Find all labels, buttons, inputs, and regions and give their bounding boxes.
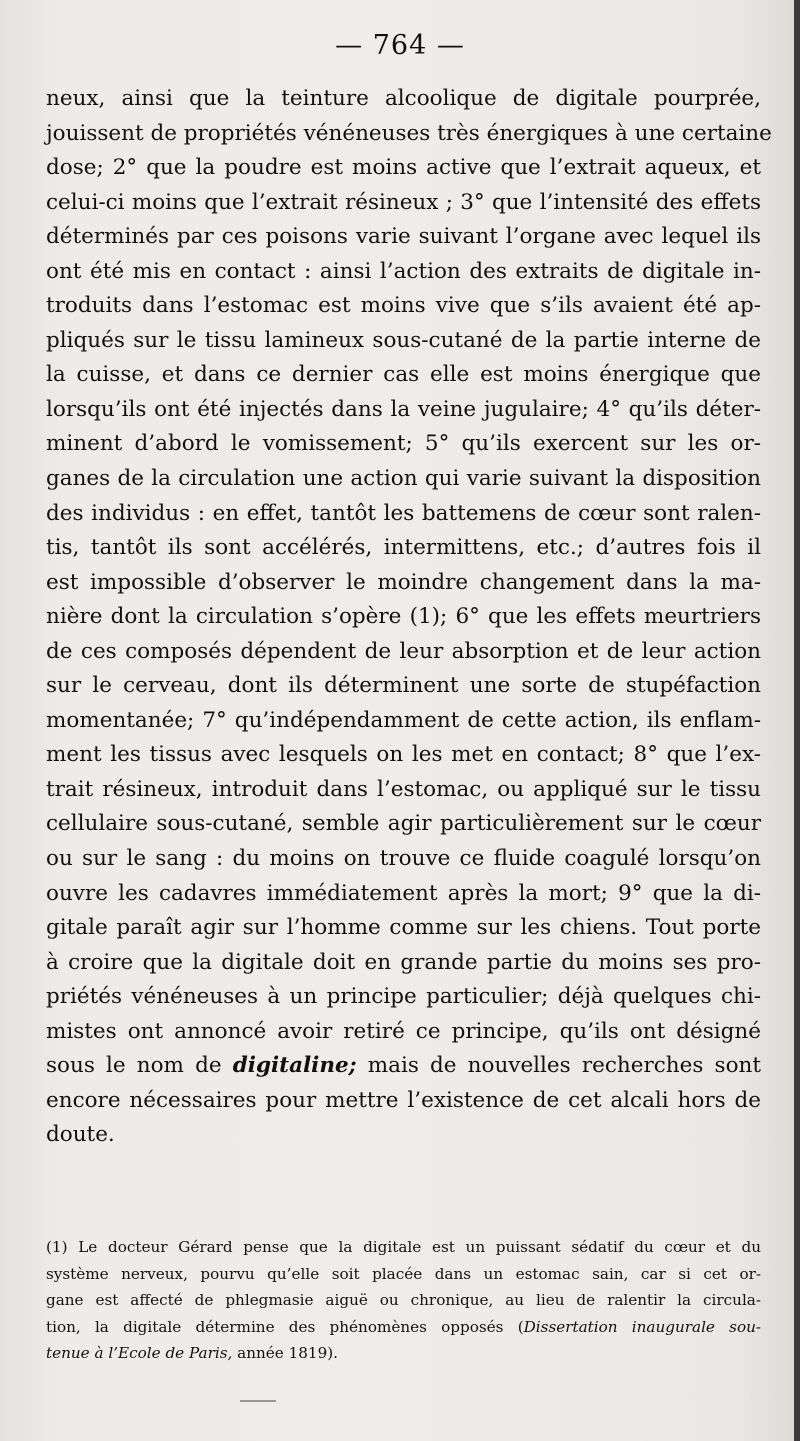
body-line: troduits dans l’estomac est moins vive que s’ils avaient été ap-	[46, 293, 761, 319]
body-line: la cuisse, et dans ce dernier cas elle est moins énergique que	[46, 362, 761, 388]
body-line: jouissent de propriétés vénéneuses très énergiques à une certaine	[46, 120, 772, 146]
italic-term: digitaline;	[232, 1053, 357, 1079]
body-line-text: mais de nouvelles recherches sont	[356, 1053, 761, 1079]
body-line: mistes ont annoncé avoir retiré ce principe, qu’ils ont désigné	[46, 1018, 761, 1044]
body-line-text: sous le nom de	[46, 1053, 233, 1079]
printer-mark	[240, 1400, 276, 1402]
body-line: doute.	[46, 1122, 115, 1148]
italic-citation: tenue à l’Ecole de Paris,	[46, 1344, 233, 1362]
italic-citation: Dissertation inaugurale sou-	[523, 1317, 761, 1336]
body-line: neux, ainsi que la teinture alcoolique de digitale pourprée,	[46, 86, 761, 111]
footnote-line: système nerveux, pourvu qu’elle soit placée dans un estomac sain, car si cet or-	[46, 1264, 761, 1283]
footnote-line-text: année 1819).	[232, 1344, 338, 1362]
body-line: gitale paraît agir sur l’homme comme sur les chiens. Tout porte	[46, 915, 761, 941]
footnote-line: gane est affecté de phlegmasie aiguë ou chronique, au lieu de ralentir la circula-	[46, 1291, 761, 1309]
body-line: ganes de la circulation une action qui varie suivant la disposition	[46, 466, 761, 492]
page-edge-shadow	[794, 0, 800, 1441]
body-line: des individus : en effet, tantôt les battemens de cœur sont ralen-	[46, 500, 761, 526]
footnote-line-text: tion, la digitale détermine des phénomènes opposés (	[46, 1317, 524, 1336]
body-line: lorsqu’ils ont été injectés dans la veine jugulaire; 4° qu’ils déter-	[46, 396, 761, 422]
body-line: cellulaire sous-cutané, semble agir particulièrement sur le cœur	[46, 811, 761, 837]
body-line: ou sur le sang : du moins on trouve ce fluide coagulé lorsqu’on	[46, 846, 761, 872]
body-line: trait résineux, introduit dans l’estomac, ou appliqué sur le tissu	[46, 776, 761, 802]
body-line: est impossible d’observer le moindre changement dans la ma-	[46, 569, 761, 595]
body-line: de ces composés dépendent de leur absorption et de leur action	[46, 638, 761, 664]
footnote	[46, 1234, 761, 1367]
body-line: priétés vénéneuses à un principe particulier; déjà quelques chi-	[46, 984, 761, 1010]
body-line: ouvre les cadavres immédiatement après la mort; 9° que la di-	[46, 880, 761, 906]
body-line: dose; 2° que la poudre est moins active que l’extrait aqueux, et	[46, 155, 761, 181]
body-line: pliqués sur le tissu lamineux sous-cutané de la partie interne de	[46, 327, 761, 353]
footnote-line	[46, 1314, 761, 1341]
body-line: déterminés par ces poisons varie suivant l’organe avec lequel ils	[46, 224, 761, 250]
body-line: momentanée; 7° qu’indépendamment de cette action, ils enflam-	[46, 707, 761, 733]
footnote-line	[46, 1340, 761, 1367]
body-line	[46, 1049, 761, 1084]
body-line: à croire que la digitale doit en grande partie du moins ses pro-	[46, 949, 761, 975]
body-line: minent d’abord le vomissement; 5° qu’ils exercent sur les or-	[46, 431, 761, 457]
body-line: ont été mis en contact : ainsi l’action des extraits de digitale in-	[46, 258, 761, 284]
body-line: encore nécessaires pour mettre l’existence de cet alcali hors de	[46, 1087, 761, 1113]
footnote-line: (1) Le docteur Gérard pense que la digitale est un puissant sédatif du cœur et du	[46, 1238, 761, 1256]
body-line: ment les tissus avec lesquels on les met en contact; 8° que l’ex-	[46, 742, 761, 768]
body-line: sur le cerveau, dont ils déterminent une sorte de stupéfaction	[46, 673, 761, 699]
body-line: celui-ci moins que l’extrait résineux ; 3° que l’intensité des effets	[46, 189, 761, 215]
body-text	[46, 82, 772, 1153]
body-line: nière dont la circulation s’opère (1); 6° que les effets meurtriers	[46, 604, 761, 630]
page-number: — 764 —	[335, 30, 465, 61]
body-line: tis, tantôt ils sont accélérés, intermittens, etc.; d’autres fois il	[46, 535, 761, 561]
